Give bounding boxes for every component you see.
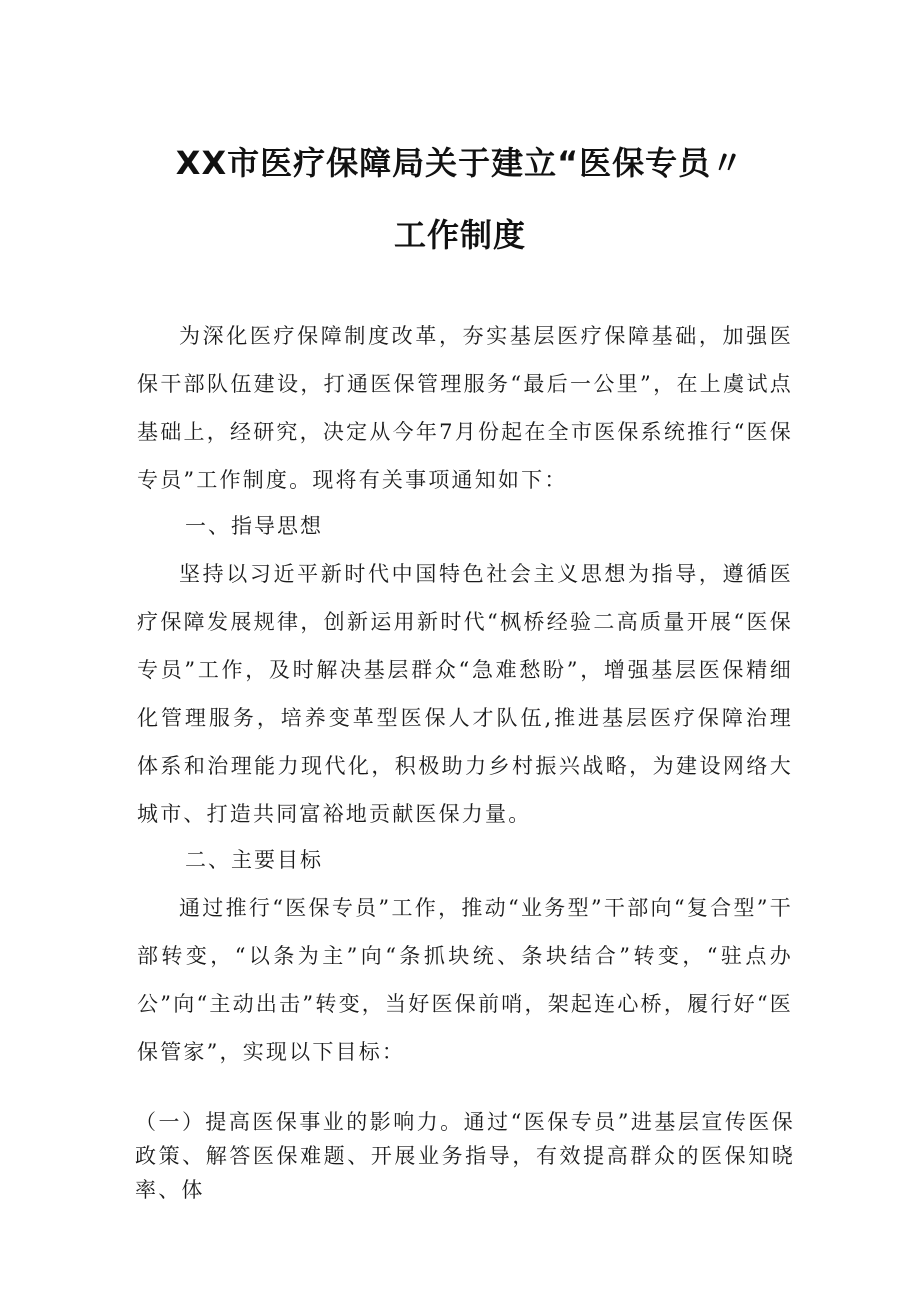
document-title-line2: 工作制度 [393, 216, 526, 254]
goal-item-1-paragraph: （一）提高医保事业的影响力。通过“医保专员”进基层宣传医保政策、解答医保难题、开展业务指导，有效提高群众的医保知晓率、体 [135, 1110, 795, 1202]
intro-paragraph: 为深化医疗保障制度改革，夯实基层医疗保障基础，加强医保干部队伍建设，打通医保管理服务“最后一公里”，在上虞试点基础上，经研究，决定从今年7月份起在全市医保系统推行“医保专员”工作制度。现将有关事项通知如下： [137, 324, 793, 492]
guiding-ideology-paragraph: 坚持以习近平新时代中国特色社会主义思想为指导，遵循医疗保障发展规律，创新运用新时代“枫桥经验二高质量开展“医保专员”工作，及时解决基层群众“急难愁盼”，增强基层医保精细化管理服务，培养变革型医保人才队伍,推进基层医疗保障治理体系和治理能力现代化，积极助力乡村振兴战略，为建设网络大城市、打造共同富裕地贡献医保力量。 [137, 562, 793, 826]
main-goals-paragraph: 通过推行“医保专员”工作，推动“业务型”干部向“复合型”干部转变，“以条为主”向“条抓块统、条块结合”转变，“驻点办公”向“主动出击”转变，当好医保前哨，架起连心桥，履行好“医保管家”，实现以下目标： [137, 896, 793, 1064]
document-title-line1: XX市医疗保障局关于建立“医保专员〃 [175, 144, 745, 182]
section-heading-main-goals: 二、主要目标 [185, 848, 323, 872]
section-heading-guiding-ideology: 一、指导思想 [185, 514, 323, 538]
